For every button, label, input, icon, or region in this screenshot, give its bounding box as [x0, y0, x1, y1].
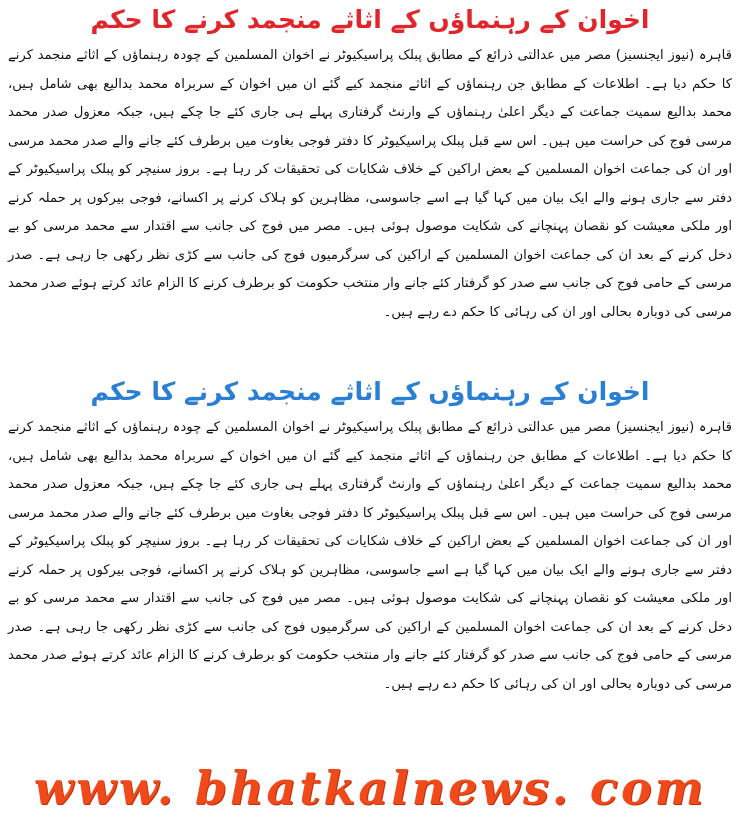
news-article-top — [6, 0, 734, 327]
article-headline: اخوان کے رہنماؤں کے اثاثے منجمد کرنے کا حکم — [90, 377, 650, 406]
news-article-bottom — [6, 372, 734, 699]
article-body: قاہرہ (نیوز ایجنسیز) مصر میں عدالتی ذرائع کے مطابق پبلک پراسیکیوٹر نے اخوان المسلمین کے چودہ رہنماؤں کے اثاثے منجمد کرنے کا حکم دیا ہے۔ اطلاعات کے مطابق جن رہنماؤں کے اثاثے منجمد کیے گئے ان میں اخوان کے سربراہ محمد بدالیع بھی شامل ہیں، محمد بدالیع سمیت جماعت کے دیگر اعلیٰ رہنماؤں کے وارنٹ گرفتاری پہلے ہی جاری کئے جا چکے ہیں، جبکہ معزول صدر محمد مرسی فوج کی حراست میں ہیں۔ اس سے قبل پبلک پراسیکیوٹر کا دفتر فوجی بغاوت میں برطرف کئے جانے والے صدر محمد مرسی اور ان کی جماعت اخوان المسلمین کے بعض اراکین کے خلاف شکایات کی تحقیقات کر رہا ہے۔ بروز سنیچر کو پبلک پراسیکیوٹر کے دفتر سے جاری ہونے والے ایک بیان میں کہا گیا ہے اسے جاسوسی، مظاہرین کو ہلاک کرنے پر اکسانے، فوجی بیرکوں پر حملہ کرنے اور ملکی معیشت کو نقصان پہنچانے کی شکایت موصول ہوئی ہیں۔ مصر میں فوج کی جانب سے اقتدار سے محمد مرسی کو بے دخل کرنے کے بعد ان کی جماعت اخوان المسلمین کے اراکین کی سرگرمیوں فوج کی جانب سے کڑی نظر رکھی جا رہی ہے۔ صدر مرسی کے حامی فوج کی جانب سے صدر کو گرفتار کئے جانے وار منتخب حکومت کو برطرف کرنے کا الزام عائد کرتے ہوئے صدر محمد مرسی کی دوبارہ بحالی اور ان کی رہائی کا حکم دے رہے ہیں۔ — [8, 420, 732, 692]
article-body: قاہرہ (نیوز ایجنسیز) مصر میں عدالتی ذرائع کے مطابق پبلک پراسیکیوٹر نے اخوان المسلمین کے چودہ رہنماؤں کے اثاثے منجمد کرنے کا حکم دیا ہے۔ اطلاعات کے مطابق جن رہنماؤں کے اثاثے منجمد کیے گئے ان میں اخوان کے سربراہ محمد بدالیع بھی شامل ہیں، محمد بدالیع سمیت جماعت کے دیگر اعلیٰ رہنماؤں کے وارنٹ گرفتاری پہلے ہی جاری کئے جا چکے ہیں، جبکہ معزول صدر محمد مرسی فوج کی حراست میں ہیں۔ اس سے قبل پبلک پراسیکیوٹر کا دفتر فوجی بغاوت میں برطرف کئے جانے والے صدر محمد مرسی اور ان کی جماعت اخوان المسلمین کے بعض اراکین کے خلاف شکایات کی تحقیقات کر رہا ہے۔ بروز سنیچر کو پبلک پراسیکیوٹر کے دفتر سے جاری ہونے والے ایک بیان میں کہا گیا ہے اسے جاسوسی، مظاہرین کو ہلاک کرنے پر اکسانے، فوجی بیرکوں پر حملہ کرنے اور ملکی معیشت کو نقصان پہنچانے کی شکایت موصول ہوئی ہیں۔ مصر میں فوج کی جانب سے اقتدار سے محمد مرسی کو بے دخل کرنے کے بعد ان کی جماعت اخوان المسلمین کے اراکین کی سرگرمیوں فوج کی جانب سے کڑی نظر رکھی جا رہی ہے۔ صدر مرسی کے حامی فوج کی جانب سے صدر کو گرفتار کئے جانے وار منتخب حکومت کو برطرف کرنے کا الزام عائد کرتے ہوئے صدر محمد مرسی کی دوبارہ بحالی اور ان کی رہائی کا حکم دے رہے ہیں۔ — [8, 48, 732, 320]
site-watermark: www. bhatkalnews. com — [33, 761, 707, 815]
article-headline: اخوان کے رہنماؤں کے اثاثے منجمد کرنے کا حکم — [90, 5, 650, 34]
